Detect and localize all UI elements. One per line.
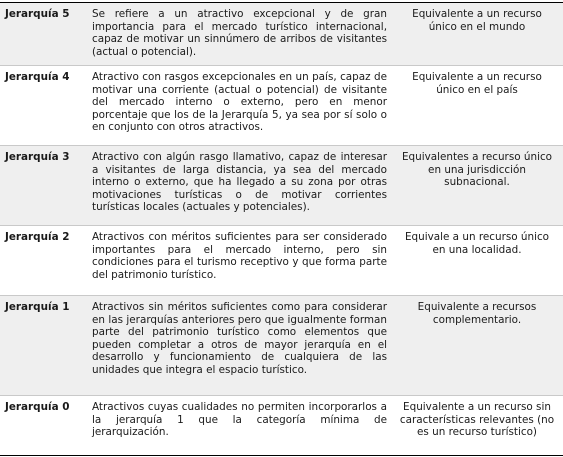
hierarchy-level: Jerarquía 4 xyxy=(5,71,70,83)
hierarchy-level: Jerarquía 1 xyxy=(5,301,70,313)
hierarchy-equivalence: Equivalente a recursos complementario. xyxy=(417,301,537,326)
table-row xyxy=(0,396,563,455)
table-row xyxy=(0,3,563,66)
hierarchy-equivalence: Equivalente a un recurso único en el mundo xyxy=(412,8,542,33)
hierarchy-equivalence: Equivalentes a recurso único en una jurisdicción subnacional. xyxy=(401,151,553,189)
hierarchy-description: Atractivos cuyas cualidades no permiten incorporarlos a la jerarquía 1 que la categoría mínima de jerarquización. xyxy=(92,401,387,439)
hierarchy-equivalence: Equivalente a un recurso único en el país xyxy=(412,71,542,96)
table-row xyxy=(0,226,563,296)
hierarchy-level: Jerarquía 5 xyxy=(5,8,70,20)
table-row xyxy=(0,296,563,396)
hierarchy-level: Jerarquía 3 xyxy=(5,151,70,163)
hierarchy-description: Atractivo con rasgos excepcionales en un país, capaz de motivar una corriente (actual o potencial) de visitante del mercado interno o externo, pero en menor porcentaje que los de la Jerarquía 5, ya sea por sí solo o en conjunto con otros atractivos. xyxy=(92,71,387,134)
hierarchy-description: Atractivos con méritos suficientes para ser considerado importantes para el mercado interno, pero sin condiciones para el turismo receptivo y que forma parte del patrimonio turístico. xyxy=(92,231,387,281)
hierarchy-equivalence: Equivalente a un recurso sin características relevantes (no es un recurso turístico) xyxy=(399,401,555,439)
hierarchy-equivalence: Equivale a un recurso único en una localidad. xyxy=(404,231,550,256)
hierarchy-level: Jerarquía 2 xyxy=(5,231,70,243)
hierarchy-description: Se refiere a un atractivo excepcional y de gran importancia para el mercado turístico internacional, capaz de motivar un sinnúmero de arribos de visitantes (actual o potencial). xyxy=(92,8,387,58)
table-row xyxy=(0,66,563,146)
hierarchy-description: Atractivos sin méritos suficientes como para considerar en las jerarquías anteriores pero que igualmente forman parte del patrimonio turístico como elementos que pueden completar a otros de mayor jerarquía en el desarrollo y funcionamiento de cualquiera de las unidades que integra el espacio turístico. xyxy=(92,301,387,376)
hierarchy-table xyxy=(0,2,563,456)
hierarchy-level: Jerarquía 0 xyxy=(5,401,70,413)
hierarchy-description: Atractivo con algún rasgo llamativo, capaz de interesar a visitantes de larga distancia, ya sea del mercado interno o externo, que ha llegado a su zona por otras motivaciones turísticas o de motivar corrientes turísticas locales (actuales y potenciales). xyxy=(92,151,387,214)
table-row xyxy=(0,146,563,226)
